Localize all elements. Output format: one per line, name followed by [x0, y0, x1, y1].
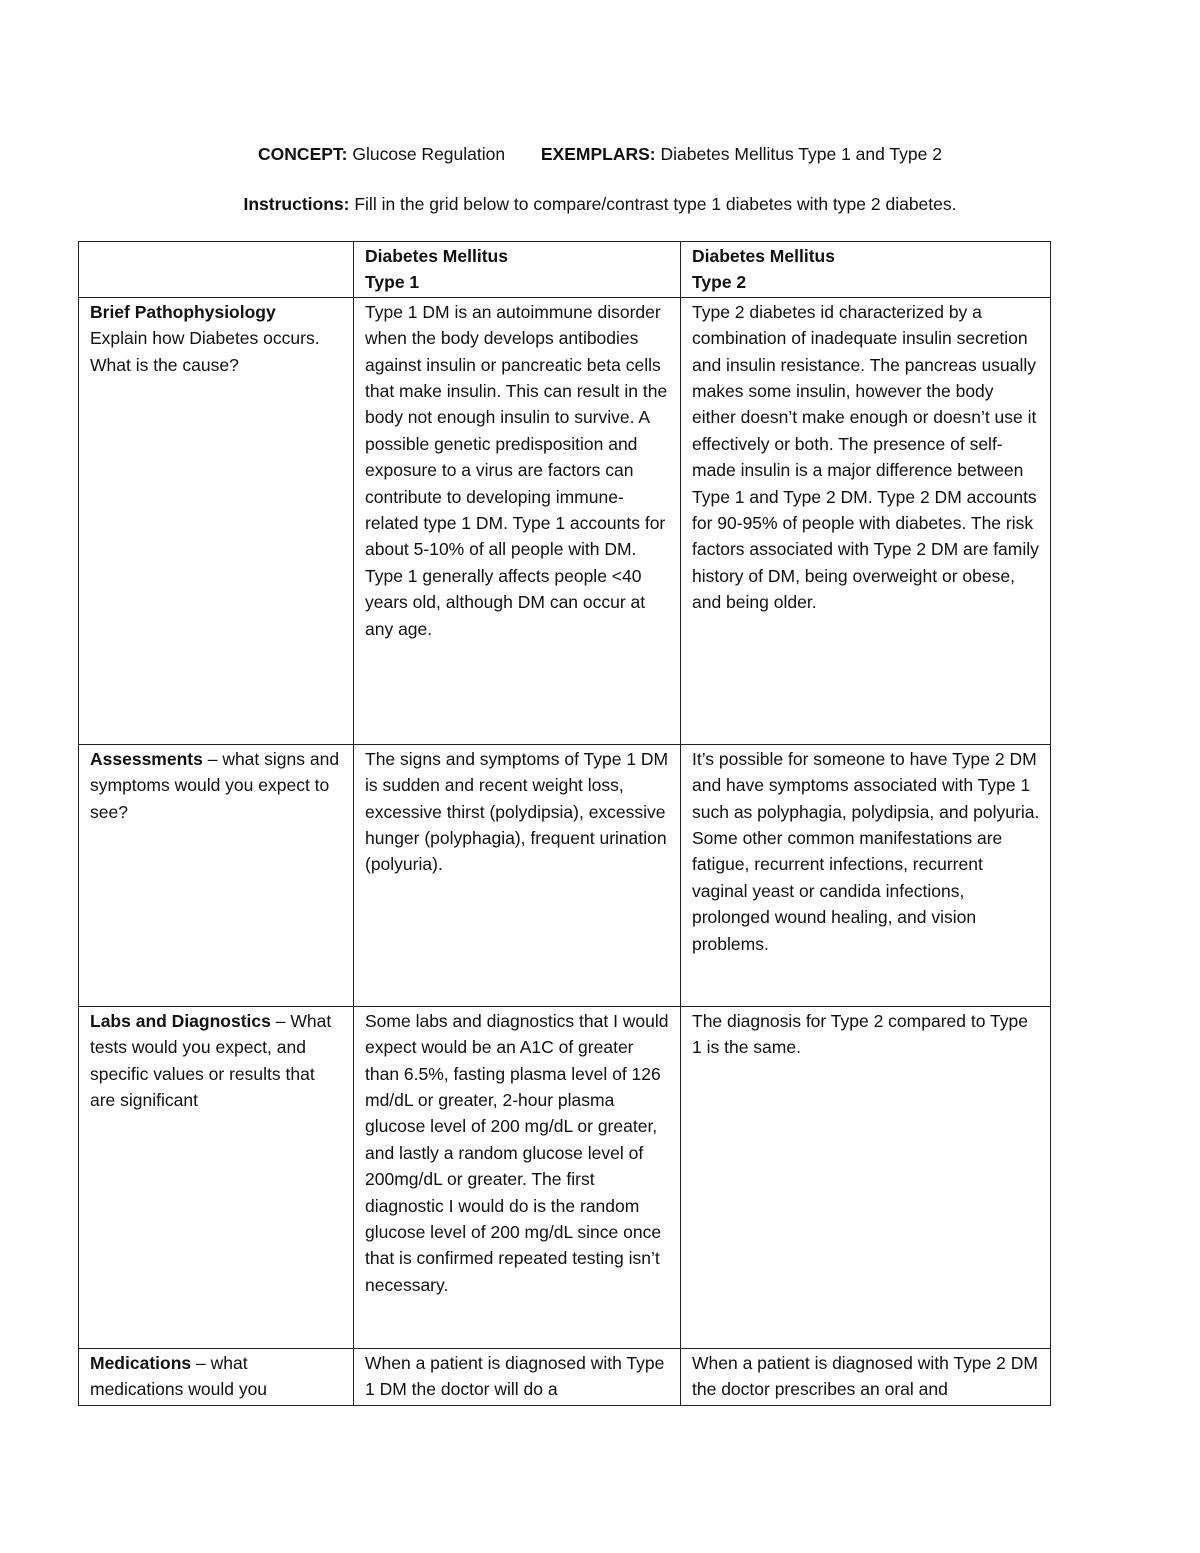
type2-cell: The diagnosis for Type 2 compared to Type 1 is the same. — [681, 1006, 1051, 1348]
type1-cell: The signs and symptoms of Type 1 DM is sudden and recent weight loss, excessive thirst (polydipsia), excessive hunger (polyphagia), frequent urination (polyuria). — [354, 744, 681, 1006]
header-cell-type2 — [681, 242, 1051, 298]
row-prompt: – What tests would you expect, and specific values or results that are significant — [90, 1010, 332, 1111]
concept-label: CONCEPT: — [258, 144, 348, 164]
type2-cell: When a patient is diagnosed with Type 2 DM the doctor prescribes an oral and — [681, 1348, 1051, 1405]
concept-value: Glucose Regulation — [352, 144, 506, 164]
header-type2-line2: Type 2 — [692, 272, 747, 293]
instructions-text: Fill in the grid below to compare/contrast type 1 diabetes with type 2 diabetes. — [354, 194, 957, 214]
row-label: Labs and Diagnostics — [90, 1010, 271, 1031]
header-type1-line1: Diabetes Mellitus — [365, 246, 508, 266]
table-row-pathophysiology — [79, 297, 1051, 744]
table-row-assessments — [79, 744, 1051, 1006]
row-label-cell — [79, 1006, 354, 1348]
table-row-medications — [79, 1348, 1051, 1405]
row-label: Assessments — [90, 748, 203, 769]
exemplars-value: Diabetes Mellitus Type 1 and Type 2 — [660, 144, 942, 164]
type1-cell: Some labs and diagnostics that I would expect would be an A1C of greater than 6.5%, fasting plasma level of 126 md/dL or greater, 2-hour plasma glucose level of 200 mg/dL or greater, and lastly a random glucose level of 200mg/dL or greater. The first diagnostic I would do is the random glucose level of 200 mg/dL since once that is confirmed repeated testing isn’t necessary. — [354, 1006, 681, 1348]
row-prompt: – what medications would you — [90, 1352, 268, 1400]
row-label-cell — [79, 744, 354, 1006]
header-cell-empty — [79, 242, 354, 298]
row-label-cell — [79, 297, 354, 744]
header-type1-line2: Type 1 — [365, 272, 420, 293]
type2-cell: Type 2 diabetes id characterized by a combination of inadequate insulin secretion and insulin resistance. The pancreas usually makes some insulin, however the body either doesn’t make enough or doesn’t use it effectively or both. The presence of self-made insulin is a major difference between Type 1 and Type 2 DM. Type 2 DM accounts for 90-95% of people with diabetes. The risk factors associated with Type 2 DM are family history of DM, being overweight or obese, and being older. — [681, 297, 1051, 744]
instructions-label: Instructions: — [243, 194, 350, 214]
row-label: Brief Pathophysiology — [90, 301, 276, 322]
exemplars-label: EXEMPLARS: — [540, 144, 656, 164]
row-label: Medications — [90, 1352, 192, 1373]
row-label-cell — [79, 1348, 354, 1405]
type1-cell: When a patient is diagnosed with Type 1 DM the doctor will do a — [354, 1348, 681, 1405]
type2-cell: It’s possible for someone to have Type 2 DM and have symptoms associated with Type 1 such as polyphagia, polydipsia, and polyuria. Some other common manifestations are fatigue, recurrent infections, recurrent vaginal yeast or candida infections, prolonged wound healing, and vision problems. — [681, 744, 1051, 1006]
type1-cell: Type 1 DM is an autoimmune disorder when the body develops antibodies against insulin or pancreatic beta cells that make insulin. This can result in the body not enough insulin to survive. A possible genetic predisposition and exposure to a virus are factors can contribute to developing immune-related type 1 DM. Type 1 accounts for about 5-10% of all people with DM. Type 1 generally affects people <40 years old, although DM can occur at any age. — [354, 297, 681, 744]
row-prompt: – what signs and symptoms would you expect to see? — [90, 748, 340, 822]
row-prompt: Explain how Diabetes occurs. What is the cause? — [90, 328, 320, 375]
table-header-row — [79, 242, 1051, 298]
header-cell-type1 — [354, 242, 681, 298]
table-row-labs-diagnostics — [79, 1006, 1051, 1348]
comparison-grid — [78, 241, 1051, 1406]
header-type2-line1: Diabetes Mellitus — [692, 246, 835, 266]
